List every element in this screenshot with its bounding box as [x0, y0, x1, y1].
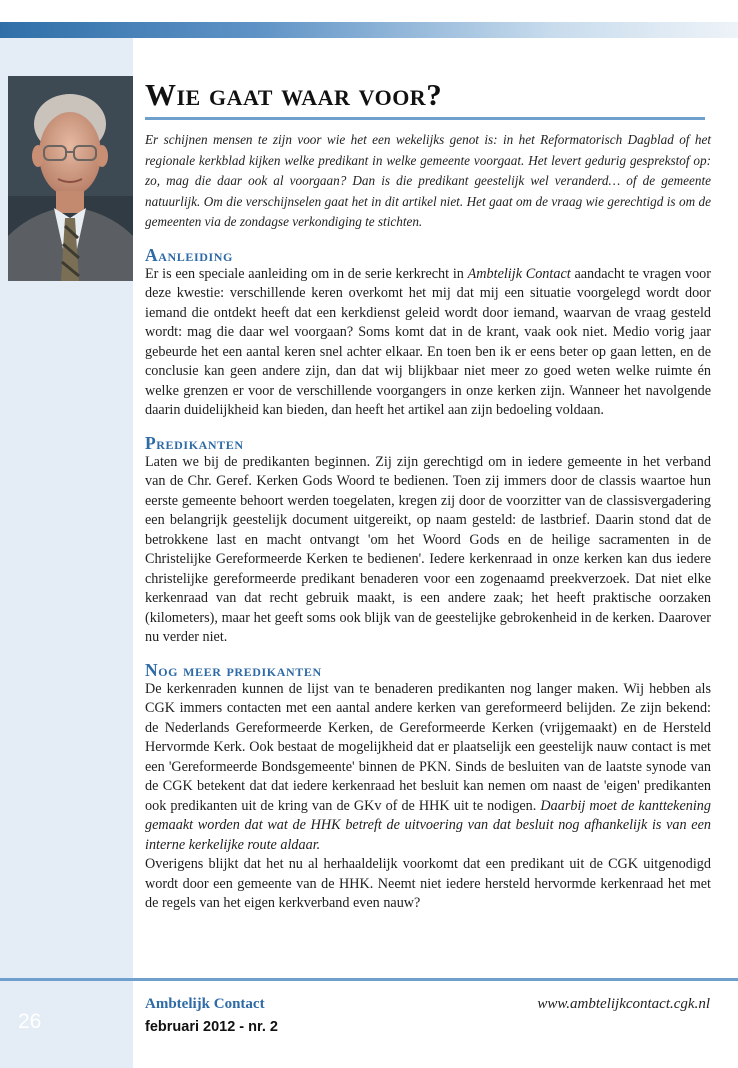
- article-lead: Er schijnen mensen te zijn voor wie het een wekelijks genot is: in het Reformatorisch Dagblad of het regionale kerkblad kijken welke predikant in welke gemeente voorgaat. Het levert gedurig gesprekstof op: zo, mag die daar ook al voorgaan? Dan is die predikant geestelijk wel veranderd… of de gemeente natuurlijk. Om die verschijnselen gaat het in dit artikel niet. Het gaat om de vraag wie gerechtigd is om de gemeenten via de zondagse verkondiging te stichten.: [145, 132, 711, 229]
- author-photo: [8, 76, 133, 281]
- section-text-overigens: Overigens blijkt dat het nu al herhaaldelijk voorkomt dat een predikant uit de CGK uitgenodigd wordt door een gemeente van de HHK. Neemt niet iedere hersteld hervormde kerkenraad het met de regels van het eigen kerkverband even nauw?: [145, 856, 711, 911]
- footer-issue: februari 2012 - nr. 2: [145, 1019, 278, 1035]
- section-heading-aanleiding: Aanleiding: [145, 244, 233, 265]
- footer-url: www.ambtelijkcontact.cgk.nl: [537, 996, 710, 1012]
- page-number: 26: [18, 1010, 42, 1033]
- article-title: Wie gaat waar voor?: [145, 77, 443, 112]
- section-text-nog-meer-predikanten: [145, 680, 711, 856]
- section-heading-nog-meer-predikanten: Nog meer predikanten: [145, 659, 322, 680]
- article-body: [145, 76, 711, 914]
- nog-meer-note: Daarbij moet de kanttekening gemaakt worden dat wat de HHK betreft de uitvoering van dat besluit nog afhankelijk is van een interne kerkelijke route aldaar.: [145, 797, 711, 853]
- header-stripe: [0, 22, 738, 38]
- title-divider: [145, 117, 705, 120]
- section-text-aanleiding: [145, 265, 711, 421]
- nog-meer-text: De kerkenraden kunnen de lijst van te benaderen predikanten nog langer maken. Wij hebben als CGK immers contacten met een aantal andere kerken van gereformeerd belijden. Ze zijn bekend: de Nederlands Gereformeerde Kerken, de Gereformeerde Kerken (vrijgemaakt) en de Hersteld Hervormde Kerk. Ook bestaat de mogelijkheid dat er plaatselijk een geestelijk nauw contact is met een 'Gereformeerde Bondsgemeente' binnen de PKN. Sinds de besluiten van de laatste synode van de CGK betekent dat dat iedere kerkenraad het besluit kan nemen om naast de 'eigen' predikanten ook predikanten uit de kring van de GKv of de HHK uit te nodigen.: [145, 680, 711, 814]
- section-heading-predikanten: Predikanten: [145, 432, 244, 453]
- footer-divider: [0, 978, 738, 981]
- aanleiding-text-rest: aandacht te vragen voor deze kwestie: verschillende keren overkomt het mij dat mij een situatie voorgelegd wordt door iemand die ontdekt heeft dat een kerkdienst geleid wordt door iemand, waarvan de vraag gesteld wordt: mag die daar wel voorgaan? Soms komt dat in de krant, vaak ook niet. Medio vorig jaar gebeurde het een aantal keren snel achter elkaar. En toen ben ik er eens beter op gaan letten, en de conclusie kan geen andere zijn, dan dat wij blijkbaar niet meer zo goed weten welke ruimte én welke grenzen er voor de verschillende voorgangers in onze kerken zijn. Wanneer het navolgende daarin duidelijkheid kan bieden, dan heeft het artikel aan zijn bedoeling voldaan.: [145, 265, 711, 418]
- footer-magazine-name: Ambtelijk Contact: [145, 996, 265, 1012]
- section-text-predikanten: Laten we bij de predikanten beginnen. Zij zijn gerechtigd om in iedere gemeente in het verband van de Chr. Geref. Kerken Gods Woord te bedienen. Toen zij immers door de classis waartoe hun eerste gemeente behoort werden toegelaten, kregen zij door de voorzitter van de classisvergadering een belangrijk geestelijk document uitgereikt, op naam gesteld: de lastbrief. Daarin stond dat de betrokkene last en macht ontvangt 'om het Woord Gods en de heilige sacramenten in de Christelijke Gereformeerde Kerken te bedienen'. Iedere kerkenraad in onze kerken kan dus iedere christelijke gereformeerde predikant benaderen voor een zogenaamd preekverzoek. Dat niet elke kerkenraad van dat recht gebruik maakt, is een andere zaak; het heeft praktische oorzaken (kilometers), maar het geeft soms ook blijk van de geestelijke gebrokenheid in de kerken. Daarover nu verder niet.: [145, 453, 711, 645]
- aanleiding-text-start: Er is een speciale aanleiding om in de serie kerkrecht in: [145, 265, 468, 282]
- magazine-name-inline: Ambtelijk Contact: [467, 265, 571, 282]
